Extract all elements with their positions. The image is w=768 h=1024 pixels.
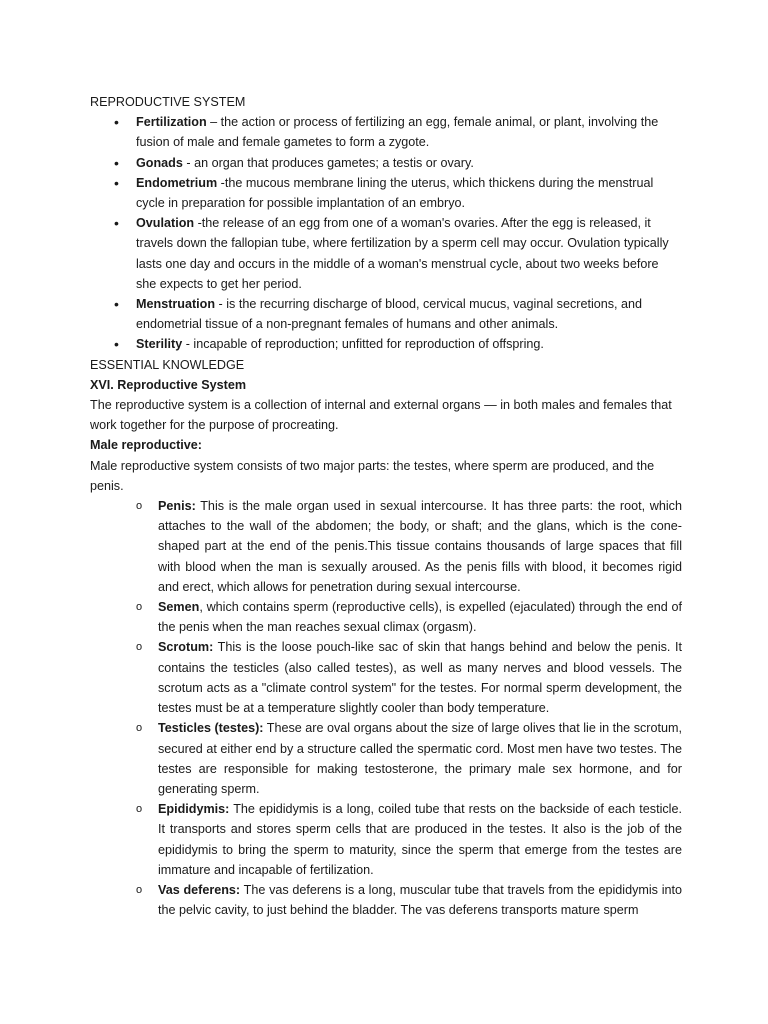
male-part-term: Testicles (testes):: [158, 721, 264, 736]
definition-term: Endometrium: [136, 175, 218, 190]
definition-text: - an organ that produces gametes; a testis or ovary.: [182, 155, 474, 170]
male-part-term: Semen: [158, 600, 200, 615]
definition-term: Ovulation: [136, 216, 195, 231]
definition-term: Menstruation: [136, 297, 216, 312]
male-part-item: [158, 496, 682, 597]
male-part-term: Vas deferens:: [158, 882, 241, 897]
definition-item: [136, 112, 682, 152]
male-part-item: [158, 637, 682, 718]
definition-text: -the release of an egg from one of a woman's ovaries. After the egg is released, it travels down the fallopian tube, where fertilization by a sperm cell may occur. Ovulation typically lasts one day and occurs in the middle of a woman's menstrual cycle, about two weeks before she expects to get her period.: [136, 216, 669, 291]
definition-item: [136, 153, 682, 173]
definition-text: - is the recurring discharge of blood, cervical mucus, vaginal secretions, and endometrial tissue of a non-pregnant females of humans and other animals.: [136, 297, 643, 332]
definition-term: Fertilization: [136, 115, 207, 130]
male-part-text: These are oval organs about the size of large olives that lie in the scrotum, secured at either end by a structure called the spermatic cord. Most men have two testes. The testes are responsible for making testosterone, the primary male sex hormone, and for generating sperm.: [158, 721, 682, 796]
male-part-text: , which contains sperm (reproductive cells), is expelled (ejaculated) through the end of the penis when the man reaches sexual climax (orgasm).: [158, 600, 682, 635]
definition-term: Sterility: [136, 337, 183, 352]
essential-knowledge-heading: ESSENTIAL KNOWLEDGE: [90, 357, 245, 372]
definition-item: [136, 294, 682, 334]
definition-text: -the mucous membrane lining the uterus, which thickens during the menstrual cycle in preparation for possible implantation of an embryo.: [136, 175, 654, 211]
document-page: [90, 92, 682, 920]
male-part-text: The epididymis is a long, coiled tube that rests on the backside of each testicle. It transports and stores sperm cells that are produced in the testes. It also is the job of the epididymis to bring the sperm to maturity, since the sperm that emerge from the testes are immature and incapable of fertilization.: [158, 802, 682, 877]
definition-item: [136, 213, 682, 294]
definition-item: [136, 173, 682, 213]
male-part-text: The vas deferens is a long, muscular tube that travels from the epididymis into the pelvic cavity, to just behind the bladder. The vas deferens transports mature sperm: [158, 882, 683, 918]
definition-text: – the action or process of fertilizing an egg, female animal, or plant, involving the fusion of male and female gametes to form a zygote.: [136, 115, 659, 150]
document-title: REPRODUCTIVE SYSTEM: [90, 95, 246, 109]
male-part-item: [158, 799, 682, 880]
definition-text: - incapable of reproduction; unfitted for reproduction of offspring.: [182, 337, 544, 352]
male-part-term: Epididymis:: [158, 802, 230, 817]
section-heading: XVI. Reproductive System: [90, 377, 247, 392]
definition-term: Gonads: [136, 155, 183, 170]
male-part-item: [158, 880, 682, 920]
male-part-term: Penis:: [158, 499, 196, 514]
male-part-term: Scrotum:: [158, 640, 214, 655]
intro-paragraph: The reproductive system is a collection of internal and external organs — in both males and females that work together for the purpose of procreating.: [90, 398, 672, 433]
definition-item: [136, 334, 682, 354]
male-part-text: This is the male organ used in sexual intercourse. It has three parts: the root, which attaches to the wall of the abdomen; the body, or shaft; and the glans, which is the cone-shaped part at the end of the penis.This tissue contains thousands of large spaces that fill with blood when the man is sexually aroused. As the penis fills with blood, it becomes rigid and erect, which allows for penetration during sexual intercourse.: [158, 499, 682, 594]
male-part-text: This is the loose pouch-like sac of skin that hangs behind and below the penis. It contains the testicles (also called testes), as well as many nerves and blood vessels. The scrotum acts as a "climate control system" for the testes. For normal sperm development, the testes must be at a temperature slightly cooler than body temperature.: [158, 640, 682, 716]
male-part-item: [158, 718, 682, 799]
male-heading: Male reproductive:: [90, 438, 202, 453]
male-part-item: [158, 597, 682, 637]
male-intro-paragraph: Male reproductive system consists of two major parts: the testes, where sperm are produced, and the penis.: [90, 458, 655, 493]
definitions-list: [90, 112, 682, 354]
male-parts-list: [90, 496, 682, 920]
